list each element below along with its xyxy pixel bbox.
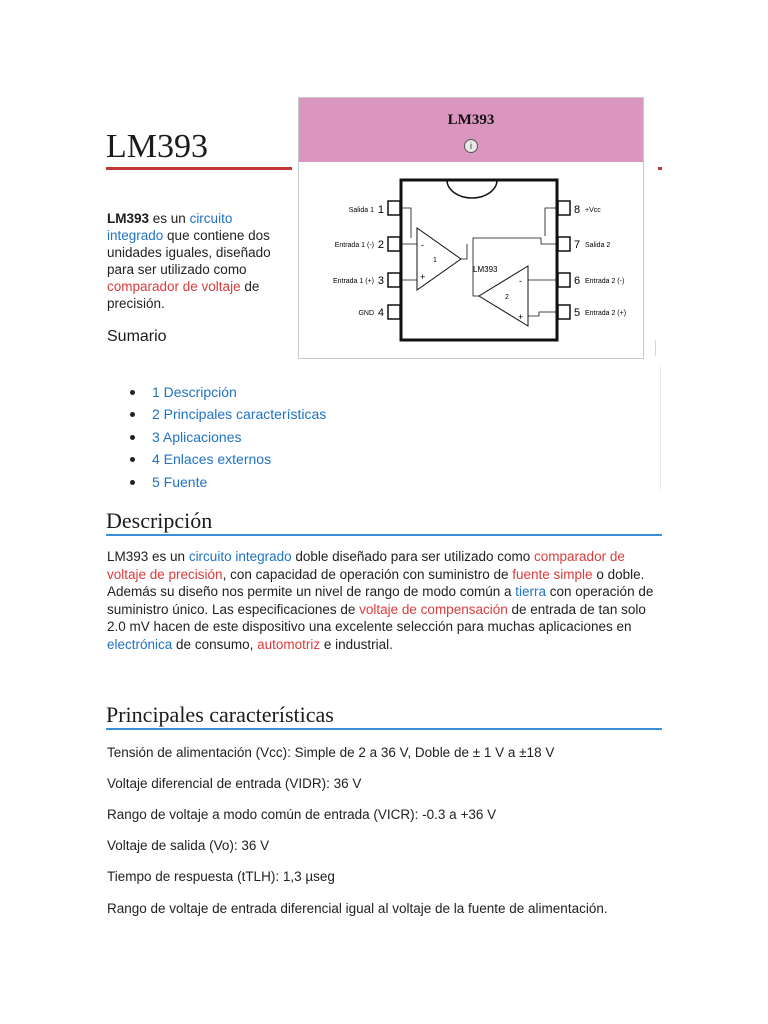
toc-item bbox=[130, 449, 326, 471]
pin-5-label: Entrada 2 (+) bbox=[585, 310, 627, 317]
toc-side-rule bbox=[660, 366, 661, 490]
pin-2-number: 2 bbox=[377, 239, 384, 251]
table-of-contents bbox=[130, 382, 326, 494]
pin-5-number: 5 bbox=[574, 307, 581, 319]
pin-4 bbox=[388, 305, 400, 319]
pin-8 bbox=[558, 201, 570, 215]
desc-text: de consumo, bbox=[172, 636, 258, 652]
feature-item: Tensión de alimentación (Vcc): Simple de 2 a 36 V, Doble de ± 1 V a ±18 V bbox=[107, 745, 555, 760]
toc-item bbox=[130, 404, 326, 426]
link-voltaje-de-compensacion[interactable]: voltaje de compensación bbox=[359, 601, 508, 617]
intro-text: que contiene dos unidades iguales, diseñado para ser utilizado como bbox=[107, 228, 271, 277]
pin-7 bbox=[558, 237, 570, 251]
intro-text: es un bbox=[149, 211, 190, 226]
op-amp-1-minus: - bbox=[421, 240, 424, 250]
infobox-title: LM393 bbox=[447, 112, 495, 128]
chip-notch bbox=[447, 180, 497, 198]
descripcion-paragraph bbox=[107, 548, 663, 653]
pin-1-label: Salida 1 bbox=[348, 207, 374, 214]
pin-4-number: 4 bbox=[377, 307, 384, 319]
pin-6 bbox=[558, 273, 570, 287]
desc-text: o doble. Además su diseño nos permite un nivel de rango de modo común a bbox=[107, 566, 645, 599]
link-circuito-integrado[interactable]: circuito integrado bbox=[107, 211, 233, 243]
toc-item bbox=[130, 427, 326, 449]
op-amp-1-plus: + bbox=[420, 272, 426, 282]
infobox-header bbox=[299, 98, 643, 162]
desc-text: e industrial. bbox=[320, 636, 393, 652]
pin-6-number: 6 bbox=[574, 275, 581, 287]
pin-7-number: 7 bbox=[574, 239, 581, 251]
link-comparador-de-voltaje-de-precision[interactable]: comparador de voltaje de precisión bbox=[107, 549, 625, 582]
info-icon[interactable]: i bbox=[464, 139, 478, 153]
toc-link-caracteristicas[interactable]: 2 Principales características bbox=[152, 406, 327, 423]
pin-3 bbox=[388, 273, 400, 287]
pin-2 bbox=[388, 237, 400, 251]
pinout-diagram bbox=[329, 176, 629, 346]
heading-descripcion-rule bbox=[106, 534, 662, 536]
link-electronica[interactable]: electrónica bbox=[107, 636, 173, 652]
pin-8-label: +Vcc bbox=[585, 207, 601, 214]
pin-1 bbox=[388, 201, 400, 215]
pin-1-number: 1 bbox=[377, 204, 384, 216]
page-title: LM393 bbox=[106, 128, 208, 165]
pin-2-label: Entrada 1 (-) bbox=[334, 242, 374, 249]
op-amp-2-plus: + bbox=[518, 312, 524, 322]
heading-descripcion: Descripción bbox=[106, 508, 213, 533]
pin-5 bbox=[558, 305, 570, 319]
desc-text: con operación de suministro único. Las especificaciones de bbox=[107, 584, 654, 617]
title-underline bbox=[106, 167, 292, 170]
link-comparador-de-voltaje[interactable]: comparador de voltaje bbox=[107, 279, 241, 294]
toc-link-enlaces-externos[interactable]: 4 Enlaces externos bbox=[152, 451, 272, 468]
toc-link-descripcion[interactable]: 1 Descripción bbox=[152, 384, 237, 400]
desc-text: , con capacidad de operación con suministro de bbox=[222, 566, 513, 582]
link-circuito-integrado[interactable]: circuito integrado bbox=[188, 549, 292, 564]
pin-6-label: Entrada 2 (-) bbox=[585, 278, 625, 285]
feature-item: Rango de voltaje de entrada diferencial igual al voltaje de la fuente de alimentación. bbox=[107, 901, 608, 916]
pin-7-label: Salida 2 bbox=[585, 242, 611, 249]
op-amp-2-minus: - bbox=[519, 276, 522, 286]
feature-item: Voltaje diferencial de entrada (VIDR): 36 V bbox=[107, 776, 362, 791]
toc-link-fuente[interactable]: 5 Fuente bbox=[152, 473, 208, 490]
chip-label: LM393 bbox=[473, 265, 498, 274]
intro-text: de precisión. bbox=[107, 279, 260, 311]
pin-3-label: Entrada 1 (+) bbox=[332, 278, 374, 285]
infobox bbox=[298, 97, 644, 359]
op-amp-1-label: 1 bbox=[433, 257, 437, 264]
intro-bold-term: LM393 bbox=[107, 211, 150, 226]
op-amp-2-label: 2 bbox=[505, 294, 509, 301]
heading-caracteristicas: Principales características bbox=[106, 702, 334, 727]
link-fuente-simple[interactable]: fuente simple bbox=[512, 566, 593, 582]
pin-3-number: 3 bbox=[377, 275, 384, 287]
link-automotriz[interactable]: automotriz bbox=[257, 636, 321, 652]
heading-caracteristicas-rule bbox=[106, 728, 662, 730]
desc-text: de entrada de tan solo 2.0 mV hacen de este dispositivo una excelente selección para muchas aplicaciones en bbox=[107, 601, 646, 634]
toc-item bbox=[130, 472, 326, 494]
desc-text: LM393 es un bbox=[107, 549, 189, 564]
feature-item: Rango de voltaje a modo común de entrada (VICR): -0.3 a +36 V bbox=[107, 807, 497, 822]
pin-4-label: GND bbox=[358, 310, 374, 317]
desc-text: doble diseñado para ser utilizado como bbox=[291, 549, 535, 564]
pin-8-number: 8 bbox=[574, 204, 581, 216]
title-underline-tail bbox=[658, 167, 662, 170]
toc-link-aplicaciones[interactable]: 3 Aplicaciones bbox=[152, 428, 242, 445]
toc-title: Sumario bbox=[107, 328, 167, 345]
intro-paragraph bbox=[107, 210, 287, 312]
infobox-side-rule bbox=[655, 340, 656, 356]
feature-item: Voltaje de salida (Vo): 36 V bbox=[107, 838, 270, 853]
toc-item bbox=[130, 382, 326, 404]
link-tierra[interactable]: tierra bbox=[515, 584, 547, 599]
feature-item: Tiempo de respuesta (tTLH): 1,3 µseg bbox=[107, 869, 335, 884]
